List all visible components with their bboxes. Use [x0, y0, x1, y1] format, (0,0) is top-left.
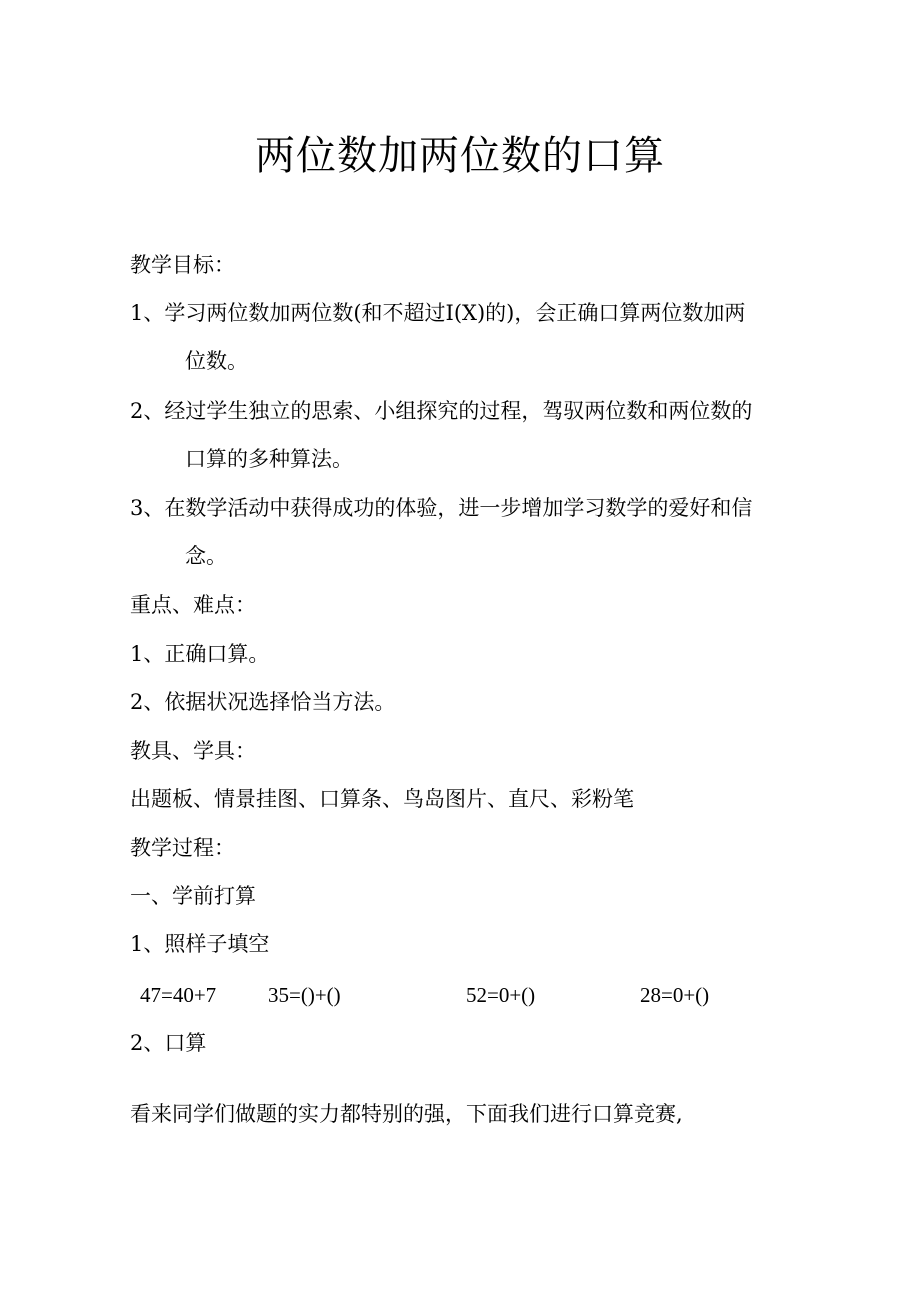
- goal-3-line-1: 3、在数学活动中获得成功的体验，进一步增加学习数学的爱好和信: [130, 496, 753, 520]
- equation-blank-1: 35=()+(): [268, 983, 341, 1007]
- exercise-1-heading: 1、照样子填空: [130, 932, 270, 956]
- equation-blank-3: 28=0+(): [640, 983, 710, 1007]
- heading-key-points: 重点、难点：: [130, 593, 256, 617]
- goal-2-line-1: 2、经过学生独立的思索、小组探究的过程，驾驭两位数和两位数的: [130, 399, 753, 423]
- heading-teaching-goals: 教学目标：: [130, 253, 235, 277]
- goal-1-line-2: 位数。: [185, 349, 248, 373]
- key-point-1: 1、正确口算。: [130, 642, 270, 666]
- goal-3-line-2: 念。: [185, 544, 227, 568]
- equation-example: 47=40+7: [140, 983, 217, 1007]
- exercise-2-heading: 2、口算: [130, 1031, 207, 1055]
- heading-teaching-process: 教学过程：: [130, 836, 235, 860]
- section-1-heading: 一、学前打算: [130, 884, 256, 908]
- goal-1-line-1: 1、学习两位数加两位数(和不超过I(X)的)，会正确口算两位数加两: [130, 301, 746, 325]
- document-title: 两位数加两位数的口算: [255, 133, 665, 179]
- heading-materials: 教具、学具：: [130, 739, 256, 763]
- closing-paragraph: 看来同学们做题的实力都特别的强，下面我们进行口算竞赛,: [130, 1102, 683, 1126]
- materials-list: 出题板、情景挂图、口算条、鸟岛图片、直尺、彩粉笔: [130, 787, 634, 811]
- goal-2-line-2: 口算的多种算法。: [185, 447, 353, 471]
- equation-blank-2: 52=0+(): [466, 983, 536, 1007]
- key-point-2: 2、依据状况选择恰当方法。: [130, 690, 396, 714]
